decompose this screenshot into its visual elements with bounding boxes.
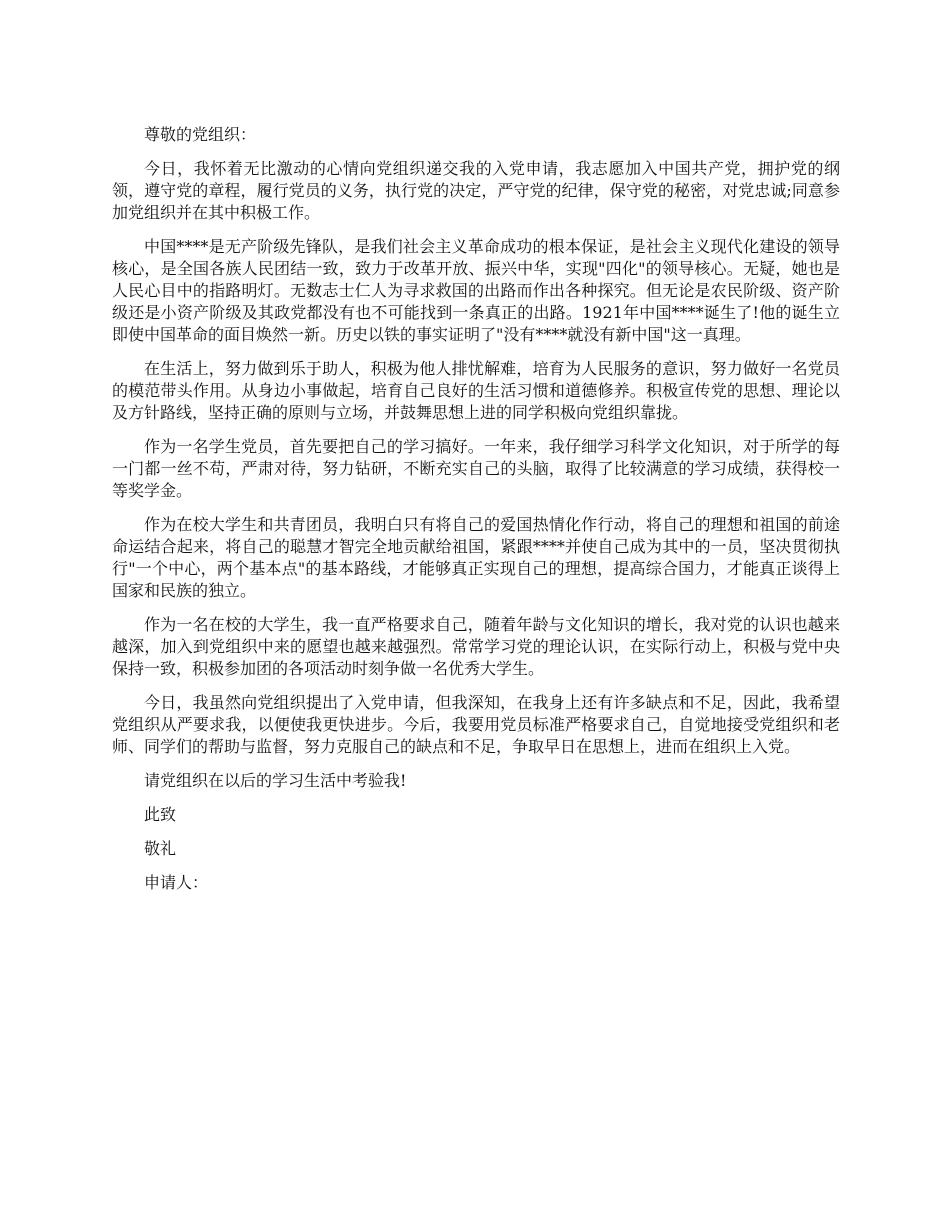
letter-document [112,124,840,906]
paragraph-study: 作为一名学生党员，首先要把自己的学习搞好。一年来，我仔细学习科学文化知识，对于所学的每一门都一丝不苟，严肃对待，努力钻研，不断充实自己的头脑，取得了比较满意的学习成绩，获得校一等奖学金。 [112,437,840,500]
paragraph-patriotism: 作为在校大学生和共青团员，我明白只有将自己的爱国热情化作行动，将自己的理想和祖国的前途命运结合起来，将自己的聪慧才智完全地贡献给祖国，紧跟****并使自己成为其中的一员，坚决贯彻执行"一个中心，两个基本点"的基本路线，才能够真正实现自己的理想，提高综合国力，才能真正谈得上国家和民族的独立。 [112,515,840,600]
applicant-label: 申请人： [144,873,209,892]
paragraph-self-discipline: 作为一名在校的大学生，我一直严格要求自己，随着年龄与文化知识的增长，我对党的认识也越来越深，加入到党组织中来的愿望也越来越强烈。常常学习党的理论认识，在实际行动上，积极与党中央保持一致，积极参加团的各项活动时刻争做一名优秀大学生。 [112,615,840,678]
paragraph-daily-life: 在生活上，努力做到乐于助人，积极为他人排忧解难，培育为人民服务的意识，努力做好一名党员的模范带头作用。从身边小事做起，培育自己良好的生活习惯和道德修养。积极宣传党的思想、理论以及方针路线，坚持正确的原则与立场，并鼓舞思想上进的同学积极向党组织靠拢。 [112,359,840,422]
paragraph-pledge: 今日，我怀着无比激动的心情向党组织递交我的入党申请，我志愿加入中国共产党，拥护党的纲领，遵守党的章程，履行党员的义务，执行党的决定，严守党的纪律，保守党的秘密，对党忠诚;同意参加党组织并在其中积极工作。 [112,159,840,222]
closing-line-2: 敬礼 [144,839,177,858]
salutation: 尊敬的党组织： [144,125,257,144]
paragraph-party-history: 中国****是无产阶级先锋队，是我们社会主义革命成功的根本保证，是社会主义现代化建设的领导核心，是全国各族人民团结一致，致力于改革开放、振兴中华，实现"四化"的领导核心。无疑，她也是人民心目中的指路明灯。无数志士仁人为寻求救国的出路而作出各种探究。但无论是农民阶级、资产阶级还是小资产阶级及其政党都没有也不可能找到一条真正的出路。1921年中国****诞生了!他的诞生立即使中国革命的面目焕然一新。历史以铁的事实证明了"没有****就没有新中国"这一真理。 [112,237,840,344]
closing-line-1: 此致 [144,805,177,824]
paragraph-commitment: 今日，我虽然向党组织提出了入党申请，但我深知，在我身上还有许多缺点和不足，因此，我希望党组织从严要求我，以便使我更快进步。今后，我要用党员标准严格要求自己，自觉地接受党组织和老师、同学们的帮助与监督，努力克服自己的缺点和不足，争取早日在思想上，进而在组织上入党。 [112,693,840,756]
request-line: 请党组织在以后的学习生活中考验我! [144,771,407,790]
